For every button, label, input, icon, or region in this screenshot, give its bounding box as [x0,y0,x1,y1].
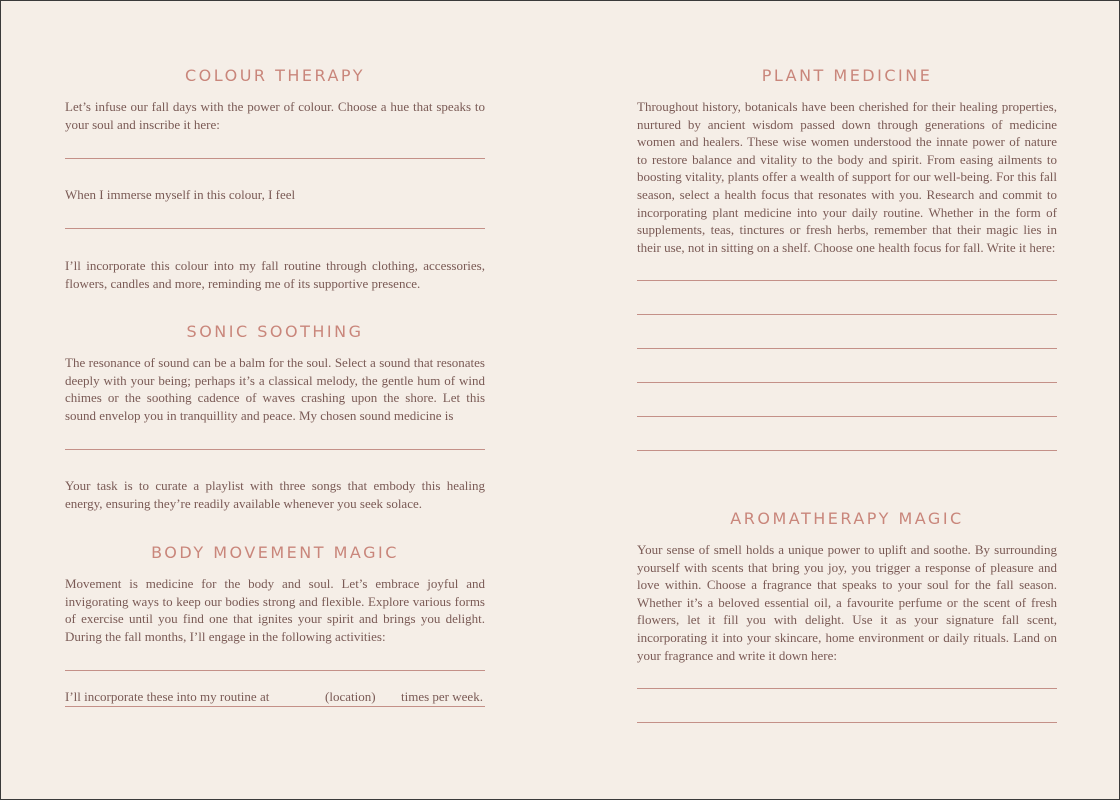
colour-feel-write-line[interactable] [65,228,485,229]
colour-therapy-intro: Let’s infuse our fall days with the power of colour. Choose a hue that speaks to your soul and inscribe it here: [65,99,485,132]
plant-medicine-body: Throughout history, botanicals have been cherished for their healing properties, nurtured by ancient wisdom passed down through generations of medicine women and healers. These wise women understood the innate power of nature to restore balance and vitality to the body and spirit. From easing ailments to boosting vitality, plants offer a wealth of support for our well-being. For this fall season, select a health focus that resonates with you. Research and commit to incorporating plant medicine into your daily routine. Whether in the form of supplements, teas, tinctures or fresh herbs, remember that their magic lies in their use, not in sitting on a shelf. Choose one health focus for fall. Write it here: [637,99,1057,255]
sonic-soothing-intro: The resonance of sound can be a balm for the soul. Select a sound that resonates deeply with your being; perhaps it’s a classical melody, the gentle hum of wind chimes or the soothing cadence of waves crashing upon the shore. Let this sound envelop you in tranquillity and peace. My chosen sound medicine is [65,355,485,423]
aromatherapy-heading: AROMATHERAPY MAGIC [730,509,964,528]
sound-write-line[interactable] [65,449,485,450]
sonic-soothing-task: Your task is to curate a playlist with three songs that embody this healing energy, ensuring they’re readily available whenever you seek solace. [65,478,485,511]
body-movement-intro: Movement is medicine for the body and soul. Let’s embrace joyful and invigorating ways to keep our bodies strong and flexible. Explore various forms of exercise until you find one that ignites your spirit and brings you delight. During the fall months, I’ll engage in the following activities: [65,576,485,644]
colour-therapy-closing: I’ll incorporate this colour into my fall routine through clothing, accessories, flowers, candles and more, reminding me of its supportive presence. [65,258,485,291]
plant-write-line-1[interactable] [637,280,1057,281]
colour-write-line[interactable] [65,158,485,159]
plant-write-line-2[interactable] [637,314,1057,315]
colour-therapy-heading: COLOUR THERAPY [184,66,365,85]
plant-write-line-4[interactable] [637,382,1057,383]
plant-write-line-6[interactable] [637,450,1057,451]
plant-write-line-5[interactable] [637,416,1057,417]
fragrance-write-line-2[interactable] [637,722,1057,723]
aromatherapy-body: Your sense of smell holds a unique power to uplift and soothe. By surrounding yourself with scents that bring you joy, you trigger a response of pleasure and love within. Choose a fragrance that speaks to your soul for the fall season. Whether it’s a beloved essential oil, a favourite perfume or the scent of fresh flowers, let it fill you with delight. Use it as your signature fall scent, incorporating it into your skincare, home environment or daily rituals. Land on your fragrance and write it down here: [637,542,1057,663]
right-page [637,1,1057,799]
routine-location-label: (location) [325,689,376,704]
plant-medicine-heading: PLANT MEDICINE [761,66,933,85]
activities-write-line[interactable] [65,670,485,671]
routine-suffix: times per week. [401,689,483,704]
routine-fill-line[interactable] [65,688,485,707]
plant-write-line-3[interactable] [637,348,1057,349]
left-page [65,1,485,799]
sonic-soothing-heading: SONIC SOOTHING [186,322,364,341]
routine-prefix: I’ll incorporate these into my routine at [65,689,270,704]
fragrance-write-line-1[interactable] [637,688,1057,689]
colour-feel-prompt: When I immerse myself in this colour, I feel [65,187,296,202]
body-movement-heading: BODY MOVEMENT MAGIC [151,543,399,562]
